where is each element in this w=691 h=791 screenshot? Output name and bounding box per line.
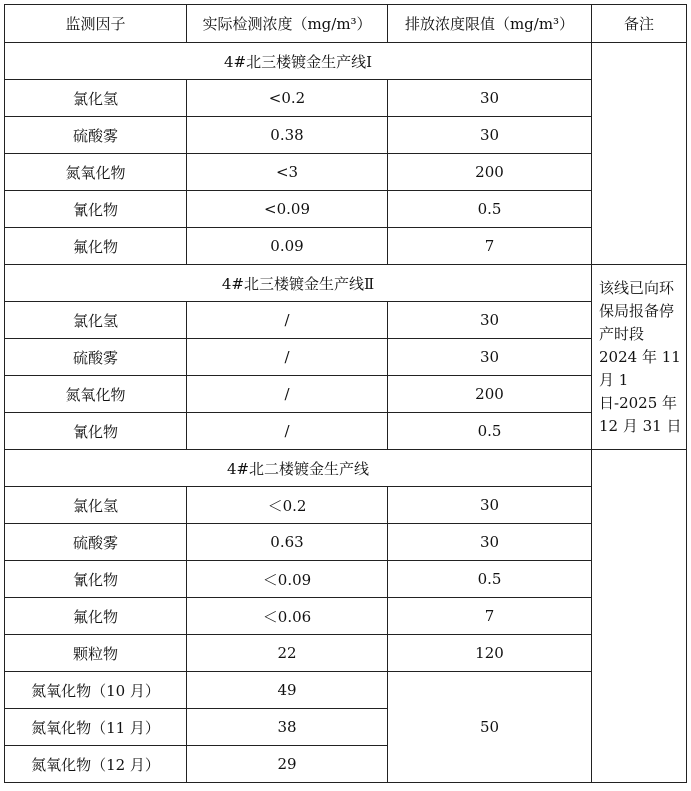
table-row	[5, 413, 687, 450]
factor-cell: 氟化物	[5, 228, 187, 265]
factor-cell: 氯化氢	[5, 80, 187, 117]
table-row	[5, 80, 687, 117]
limit-cell: 30	[388, 80, 592, 117]
limit-cell: 7	[388, 228, 592, 265]
limit-cell: 30	[388, 524, 592, 561]
limit-cell: 30	[388, 302, 592, 339]
factor-cell: 氮氧化物	[5, 376, 187, 413]
emission-monitoring-table	[4, 4, 687, 783]
measured-cell: 0.38	[187, 117, 388, 154]
limit-cell: 7	[388, 598, 592, 635]
factor-cell: 氟化物	[5, 598, 187, 635]
section-title: 4#北三楼镀金生产线Ⅰ	[5, 43, 592, 80]
remark-cell: 该线已向环保局报备停产时段 2024 年 11 月 1 日-2025 年 12 月 31 日	[592, 265, 687, 450]
measured-cell: <3	[187, 154, 388, 191]
measured-cell: <0.2	[187, 80, 388, 117]
limit-cell: 200	[388, 154, 592, 191]
section-title: 4#北三楼镀金生产线Ⅱ	[5, 265, 592, 302]
table-row	[5, 561, 687, 598]
section-title-row	[5, 43, 687, 80]
table-row	[5, 524, 687, 561]
limit-cell: 120	[388, 635, 592, 672]
table-row	[5, 376, 687, 413]
header-row	[5, 5, 687, 43]
header-remark: 备注	[592, 5, 687, 43]
header-limit: 排放浓度限值（mg/m³）	[388, 5, 592, 43]
factor-cell: 颗粒物	[5, 635, 187, 672]
limit-cell: 0.5	[388, 191, 592, 228]
factor-cell: 氮氧化物（10 月）	[5, 672, 187, 709]
section-title-row	[5, 450, 687, 487]
table-row	[5, 339, 687, 376]
remark-cell	[592, 450, 687, 783]
measured-cell: 38	[187, 709, 388, 746]
limit-cell: 30	[388, 487, 592, 524]
measured-cell: 0.09	[187, 228, 388, 265]
measured-cell: 22	[187, 635, 388, 672]
table-row	[5, 154, 687, 191]
limit-cell: 0.5	[388, 413, 592, 450]
measured-cell: <0.09	[187, 191, 388, 228]
measured-cell: 0.63	[187, 524, 388, 561]
factor-cell: 硫酸雾	[5, 339, 187, 376]
factor-cell: 氮氧化物（12 月）	[5, 746, 187, 783]
header-factor: 监测因子	[5, 5, 187, 43]
section-title: 4#北二楼镀金生产线	[5, 450, 592, 487]
limit-cell: 30	[388, 117, 592, 154]
measured-cell: /	[187, 339, 388, 376]
factor-cell: 硫酸雾	[5, 117, 187, 154]
limit-cell: 0.5	[388, 561, 592, 598]
factor-cell: 氯化氢	[5, 302, 187, 339]
measured-cell: /	[187, 413, 388, 450]
measured-cell: 49	[187, 672, 388, 709]
measured-cell: ＜0.06	[187, 598, 388, 635]
limit-cell: 30	[388, 339, 592, 376]
limit-cell: 200	[388, 376, 592, 413]
table-row	[5, 117, 687, 154]
table-row	[5, 635, 687, 672]
factor-cell: 氰化物	[5, 191, 187, 228]
limit-cell: 50	[388, 672, 592, 783]
table-row	[5, 302, 687, 339]
table-row	[5, 672, 687, 709]
header-measured: 实际检测浓度（mg/m³）	[187, 5, 388, 43]
measured-cell: ＜0.2	[187, 487, 388, 524]
factor-cell: 氮氧化物（11 月）	[5, 709, 187, 746]
table-row	[5, 228, 687, 265]
remark-cell	[592, 43, 687, 265]
measured-cell: /	[187, 302, 388, 339]
factor-cell: 氰化物	[5, 561, 187, 598]
factor-cell: 氯化氢	[5, 487, 187, 524]
table-row	[5, 487, 687, 524]
section-title-row	[5, 265, 687, 302]
measured-cell: 29	[187, 746, 388, 783]
table-row	[5, 191, 687, 228]
factor-cell: 硫酸雾	[5, 524, 187, 561]
measured-cell: /	[187, 376, 388, 413]
table-row	[5, 598, 687, 635]
measured-cell: ＜0.09	[187, 561, 388, 598]
factor-cell: 氮氧化物	[5, 154, 187, 191]
factor-cell: 氰化物	[5, 413, 187, 450]
